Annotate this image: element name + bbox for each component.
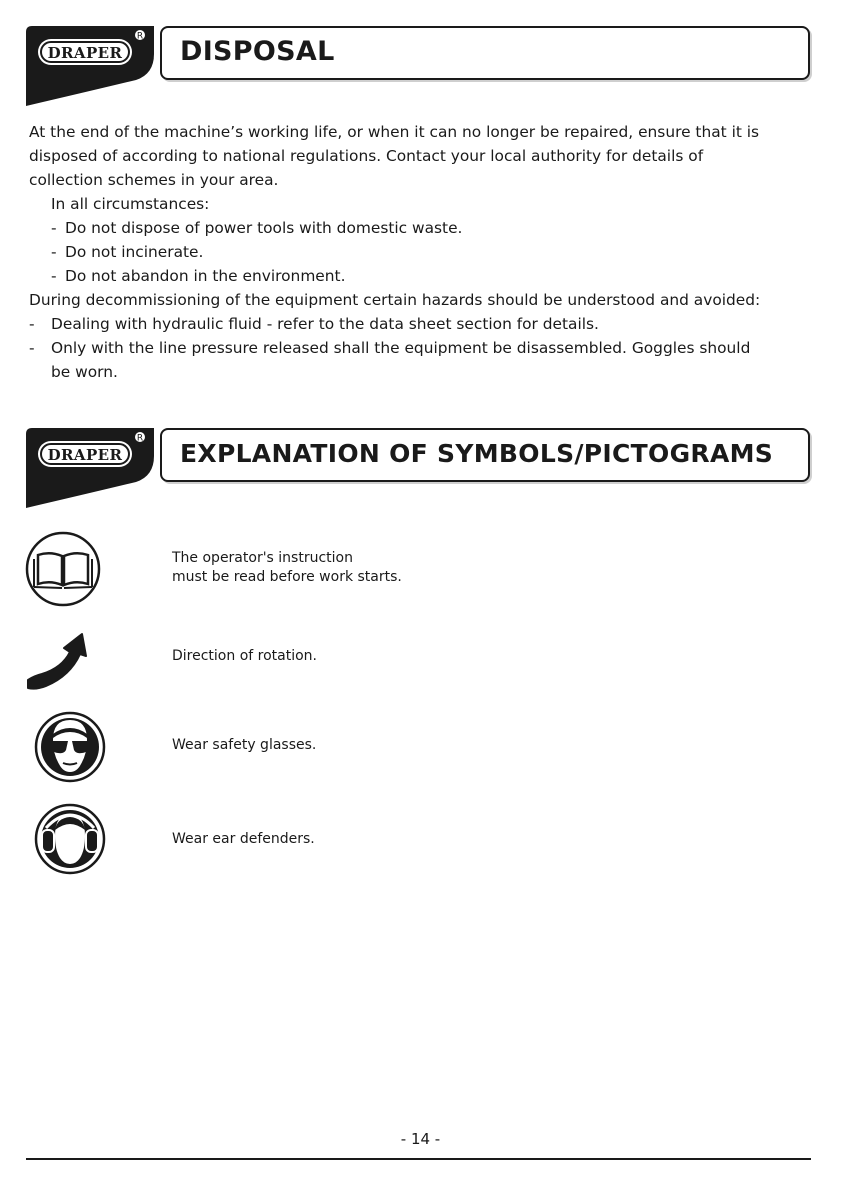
- decommissioning-intro: During decommissioning of the equipment certain hazards should be understood and avoided:: [29, 291, 761, 309]
- hazard-item-continuation: be worn.: [51, 363, 118, 381]
- symbols-header: [26, 428, 812, 518]
- svg-text:R: R: [136, 433, 144, 444]
- symbol-description: Direction of rotation.: [172, 648, 317, 664]
- symbol-row-glasses: [24, 708, 804, 798]
- symbol-description: The operator's instruction must be read before work starts.: [172, 550, 402, 585]
- page-number: - 14 -: [400, 1130, 441, 1148]
- book-icon: [24, 530, 102, 608]
- disposal-title-box: [160, 26, 810, 80]
- rotation-arrow-icon: [24, 630, 102, 708]
- disposal-header: [26, 26, 812, 116]
- symbol-row-rotation: [24, 630, 804, 720]
- symbols-title-box: [160, 428, 810, 482]
- circumstance-item: - Do not incinerate.: [51, 243, 204, 261]
- draper-logo: [26, 428, 154, 508]
- draper-logo: [26, 26, 154, 106]
- svg-text:R: R: [136, 31, 144, 42]
- svg-text:DRAPER: DRAPER: [47, 44, 123, 62]
- ear-defenders-icon: [31, 800, 109, 878]
- disposal-intro-line: disposed of according to national regulations. Contact your local authority for details of: [29, 147, 704, 165]
- hazard-item: - Dealing with hydraulic fluid - refer to the data sheet section for details.: [29, 315, 599, 333]
- footer-divider: [26, 1158, 811, 1160]
- circumstance-item: - Do not abandon in the environment.: [51, 267, 346, 285]
- symbols-title: EXPLANATION OF SYMBOLS/PICTOGRAMS: [180, 439, 774, 468]
- symbol-row-manual: [24, 530, 804, 620]
- safety-glasses-icon: [31, 708, 109, 786]
- disposal-intro-line: At the end of the machine’s working life, or when it can no longer be repaired, ensure that it is: [29, 123, 760, 141]
- hazard-item: - Only with the line pressure released shall the equipment be disassembled. Goggles should: [29, 339, 751, 357]
- svg-text:DRAPER: DRAPER: [47, 446, 123, 464]
- disposal-intro-line: collection schemes in your area.: [29, 171, 279, 189]
- circumstance-item: - Do not dispose of power tools with domestic waste.: [51, 219, 463, 237]
- symbol-description: Wear ear defenders.: [172, 831, 315, 847]
- symbol-description: Wear safety glasses.: [172, 737, 317, 753]
- disposal-title: DISPOSAL: [180, 36, 335, 67]
- symbol-row-ear-defenders: [24, 800, 804, 890]
- circumstances-label: In all circumstances:: [51, 195, 210, 213]
- disposal-body: [29, 120, 804, 384]
